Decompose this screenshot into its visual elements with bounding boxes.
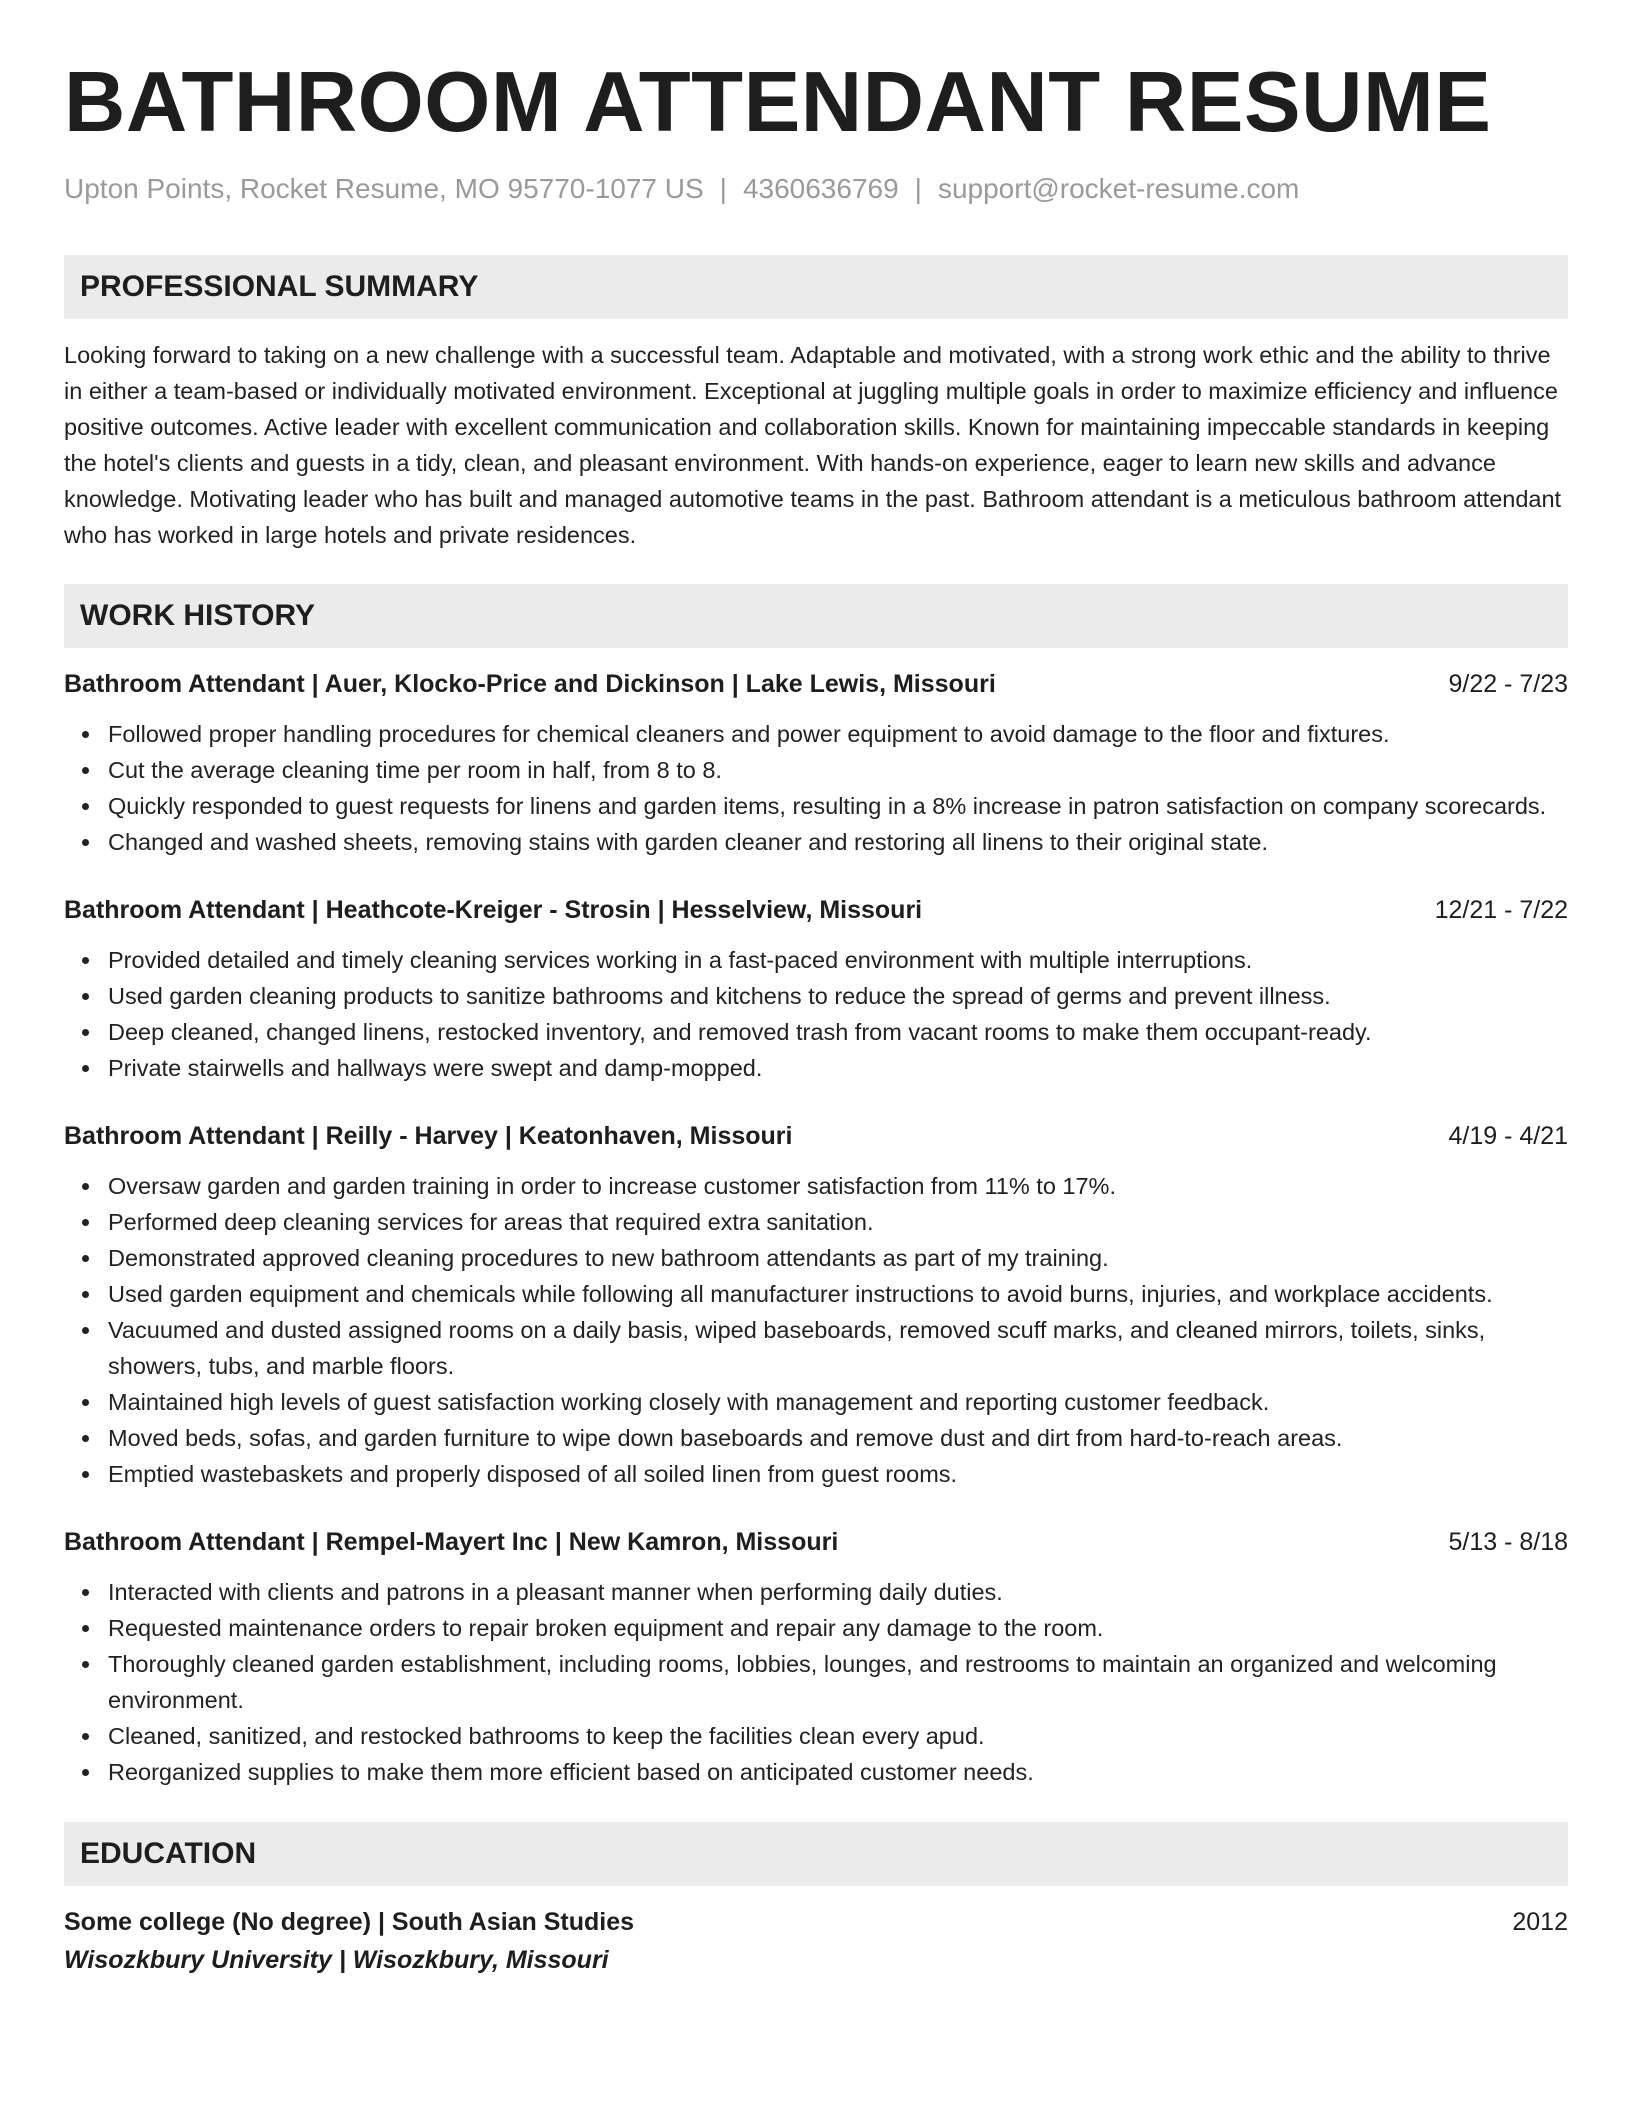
job-header [64,1118,1568,1154]
job-entry [64,1118,1568,1492]
bullet-item: Thoroughly cleaned garden establishment, including rooms, lobbies, lounges, and restrooms to maintain an organized and welcoming environment. [108,1646,1568,1718]
phone: 4360636769 [742,173,899,204]
bullet-item: Interacted with clients and patrons in a pleasant manner when performing daily duties. [108,1574,1568,1610]
bullet-item: Used garden cleaning products to sanitize bathrooms and kitchens to reduce the spread of germs and prevent illness. [108,978,1568,1014]
education-heading: EDUCATION [64,1822,1568,1886]
address: Upton Points, Rocket Resume, MO 95770-1077 US [64,173,704,204]
bullet-item: Private stairwells and hallways were swept and damp-mopped. [108,1050,1568,1086]
job-bullets [64,1168,1568,1492]
job-header [64,892,1568,928]
separator: | [914,173,922,204]
bullet-item: Maintained high levels of guest satisfaction working closely with management and reporting customer feedback. [108,1384,1568,1420]
bullet-item: Followed proper handling procedures for chemical cleaners and power equipment to avoid damage to the floor and fixtures. [108,716,1568,752]
education-year: 2012 [1512,1908,1568,1936]
bullet-item: Cut the average cleaning time per room in half, from 8 to 8. [108,752,1568,788]
bullet-item: Reorganized supplies to make them more efficient based on anticipated customer needs. [108,1754,1568,1790]
job-dates: 5/13 - 8/18 [1448,1528,1568,1556]
job-dates: 12/21 - 7/22 [1434,896,1568,924]
email: support@rocket-resume.com [937,173,1300,204]
bullet-item: Deep cleaned, changed linens, restocked inventory, and removed trash from vacant rooms to make them occupant-ready. [108,1014,1568,1050]
bullet-item: Changed and washed sheets, removing stains with garden cleaner and restoring all linens to their original state. [108,824,1568,860]
bullet-item: Cleaned, sanitized, and restocked bathrooms to keep the facilities clean every apud. [108,1718,1568,1754]
job-bullets [64,716,1568,860]
job-bullets [64,942,1568,1086]
bullet-item: Quickly responded to guest requests for linens and garden items, resulting in a 8% increase in patron satisfaction on company scorecards. [108,788,1568,824]
bullet-item: Demonstrated approved cleaning procedures to new bathroom attendants as part of my training. [108,1240,1568,1276]
bullet-item: Provided detailed and timely cleaning services working in a fast-paced environment with multiple interruptions. [108,942,1568,978]
education-header [64,1904,1568,1940]
job-title: Bathroom Attendant | Auer, Klocko-Price and Dickinson | Lake Lewis, Missouri [64,670,996,698]
job-header [64,666,1568,702]
job-dates: 9/22 - 7/23 [1448,670,1568,698]
summary-heading: PROFESSIONAL SUMMARY [64,255,1568,319]
work-history-heading: WORK HISTORY [64,584,1568,648]
job-title: Bathroom Attendant | Reilly - Harvey | Keatonhaven, Missouri [64,1122,793,1150]
job-bullets [64,1574,1568,1790]
bullet-item: Performed deep cleaning services for areas that required extra sanitation. [108,1204,1568,1240]
job-entry [64,1524,1568,1790]
bullet-item: Oversaw garden and garden training in order to increase customer satisfaction from 11% to 17%. [108,1168,1568,1204]
job-entry [64,666,1568,860]
separator: | [719,173,727,204]
education-entry [64,1904,1568,1980]
resume-title: BATHROOM ATTENDANT RESUME [64,55,1492,150]
bullet-item: Vacuumed and dusted assigned rooms on a daily basis, wiped baseboards, removed scuff marks, and cleaned mirrors, toilets, sinks, showers, tubs, and marble floors. [108,1312,1568,1384]
bullet-item: Emptied wastebaskets and properly disposed of all soiled linen from guest rooms. [108,1456,1568,1492]
school: Wisozkbury University | Wisozkbury, Missouri [64,1946,609,1974]
job-entry [64,892,1568,1086]
summary-text: Looking forward to taking on a new challenge with a successful team. Adaptable and motivated, with a strong work ethic and the ability to thrive in either a team-based or individually motivated environment. Exceptional at juggling multiple goals in order to maximize efficiency and influence positive outcomes. Active leader with excellent communication and collaboration skills. Known for maintaining impeccable standards in keeping the hotel's clients and guests in a tidy, clean, and pleasant environment. With hands-on experience, eager to learn new skills and advance knowledge. Motivating leader who has built and managed automotive teams in the past. Bathroom attendant is a meticulous bathroom attendant who has worked in large hotels and private residences. [64,342,1562,548]
job-header [64,1524,1568,1560]
degree: Some college (No degree) | South Asian Studies [64,1908,635,1936]
contact-line [64,173,1568,205]
bullet-item: Moved beds, sofas, and garden furniture to wipe down baseboards and remove dust and dirt from hard-to-reach areas. [108,1420,1568,1456]
bullet-item: Requested maintenance orders to repair broken equipment and repair any damage to the room. [108,1610,1568,1646]
job-title: Bathroom Attendant | Rempel-Mayert Inc | New Kamron, Missouri [64,1528,839,1556]
job-title: Bathroom Attendant | Heathcote-Kreiger - Strosin | Hesselview, Missouri [64,896,923,924]
job-dates: 4/19 - 4/21 [1448,1122,1568,1150]
bullet-item: Used garden equipment and chemicals while following all manufacturer instructions to avoid burns, injuries, and workplace accidents. [108,1276,1568,1312]
